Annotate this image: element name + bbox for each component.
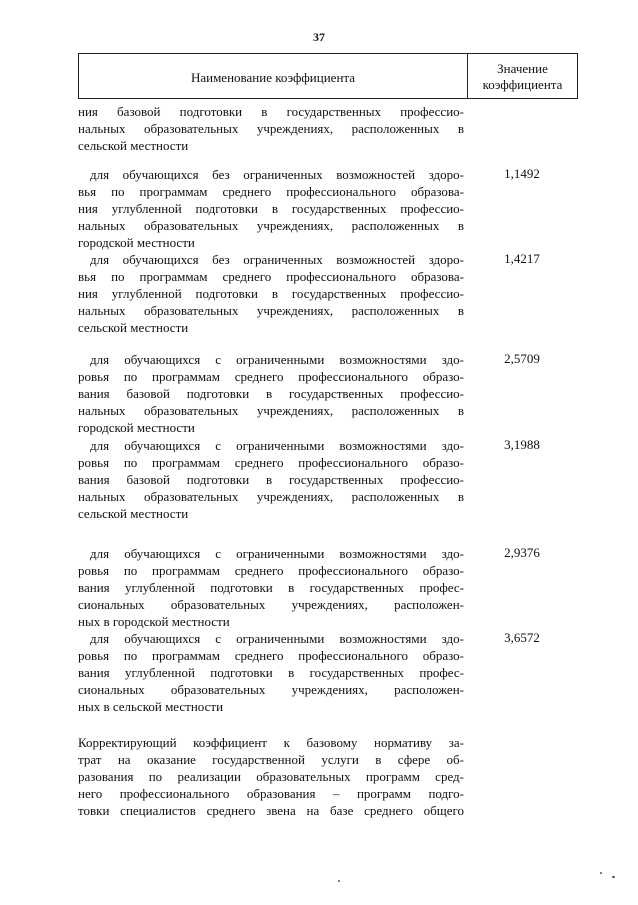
row-2-text: для обучающихся без ограниченных возможностей здоро- вья по программам среднего профессионального образова- ния углубленной подготовки в государственных профессио- нальных образовательных учреждениях, расположенных в сельской местности xyxy=(78,252,464,335)
row-5-text: для обучающихся с ограниченными возможностями здо- ровья по программам среднего профессионального образо- вания углубленной подготовки в государственных профес- сиональных образовательных учреждениях, расположен- ных в городской местности xyxy=(78,546,464,629)
footer-paragraph: Корректирующий коэффициент к базовому нормативу за- трат на оказание государственной услуги в сфере об- разования по реализации образовательных программ сред- него профессионального образования – программ подго- товки специалистов среднего звена на базе среднего общего xyxy=(78,735,464,818)
row-3-value: 2,5709 xyxy=(504,351,540,366)
scan-speck xyxy=(338,880,340,882)
coefficient-name-header: Наименование коэффициента xyxy=(190,70,356,85)
row-2-value: 1,4217 xyxy=(504,251,540,266)
row-3-text: для обучающихся с ограниченными возможностями здо- ровья по программам среднего профессионального образо- вания базовой подготовки в государственных профессио- нальных образовательных учреждениях, расположенных в городской местности xyxy=(78,352,464,435)
row-6-text: для обучающихся с ограниченными возможностями здо- ровья по программам среднего профессионального образо- вания углубленной подготовки в государственных профес- сиональных образовательных учреждениях, расположен- ных в сельской местности xyxy=(78,631,464,714)
scan-speck xyxy=(612,876,615,878)
row-1-value: 1,1492 xyxy=(504,166,540,181)
continuation-text: ния базовой подготовки в государственных профессио- нальных образовательных учреждениях, расположенных в сельской местности xyxy=(78,104,464,153)
coefficient-value-header: Значение коэффициента xyxy=(482,61,563,92)
scan-speck xyxy=(600,872,602,874)
table-header xyxy=(78,53,578,99)
row-4-text: для обучающихся с ограниченными возможностями здо- ровья по программам среднего профессионального образо- вания базовой подготовки в государственных профессио- нальных образовательных учреждениях, расположенных в сельской местности xyxy=(78,438,464,521)
row-5-value: 2,9376 xyxy=(504,545,540,560)
page-number: 37 xyxy=(313,30,325,44)
row-4-value: 3,1988 xyxy=(504,437,540,452)
row-6-value: 3,6572 xyxy=(504,630,540,645)
row-1-text: для обучающихся без ограниченных возможностей здоро- вья по программам среднего профессионального образова- ния углубленной подготовки в государственных профессио- нальных образовательных учреждениях, расположенных в городской местности xyxy=(78,167,464,250)
